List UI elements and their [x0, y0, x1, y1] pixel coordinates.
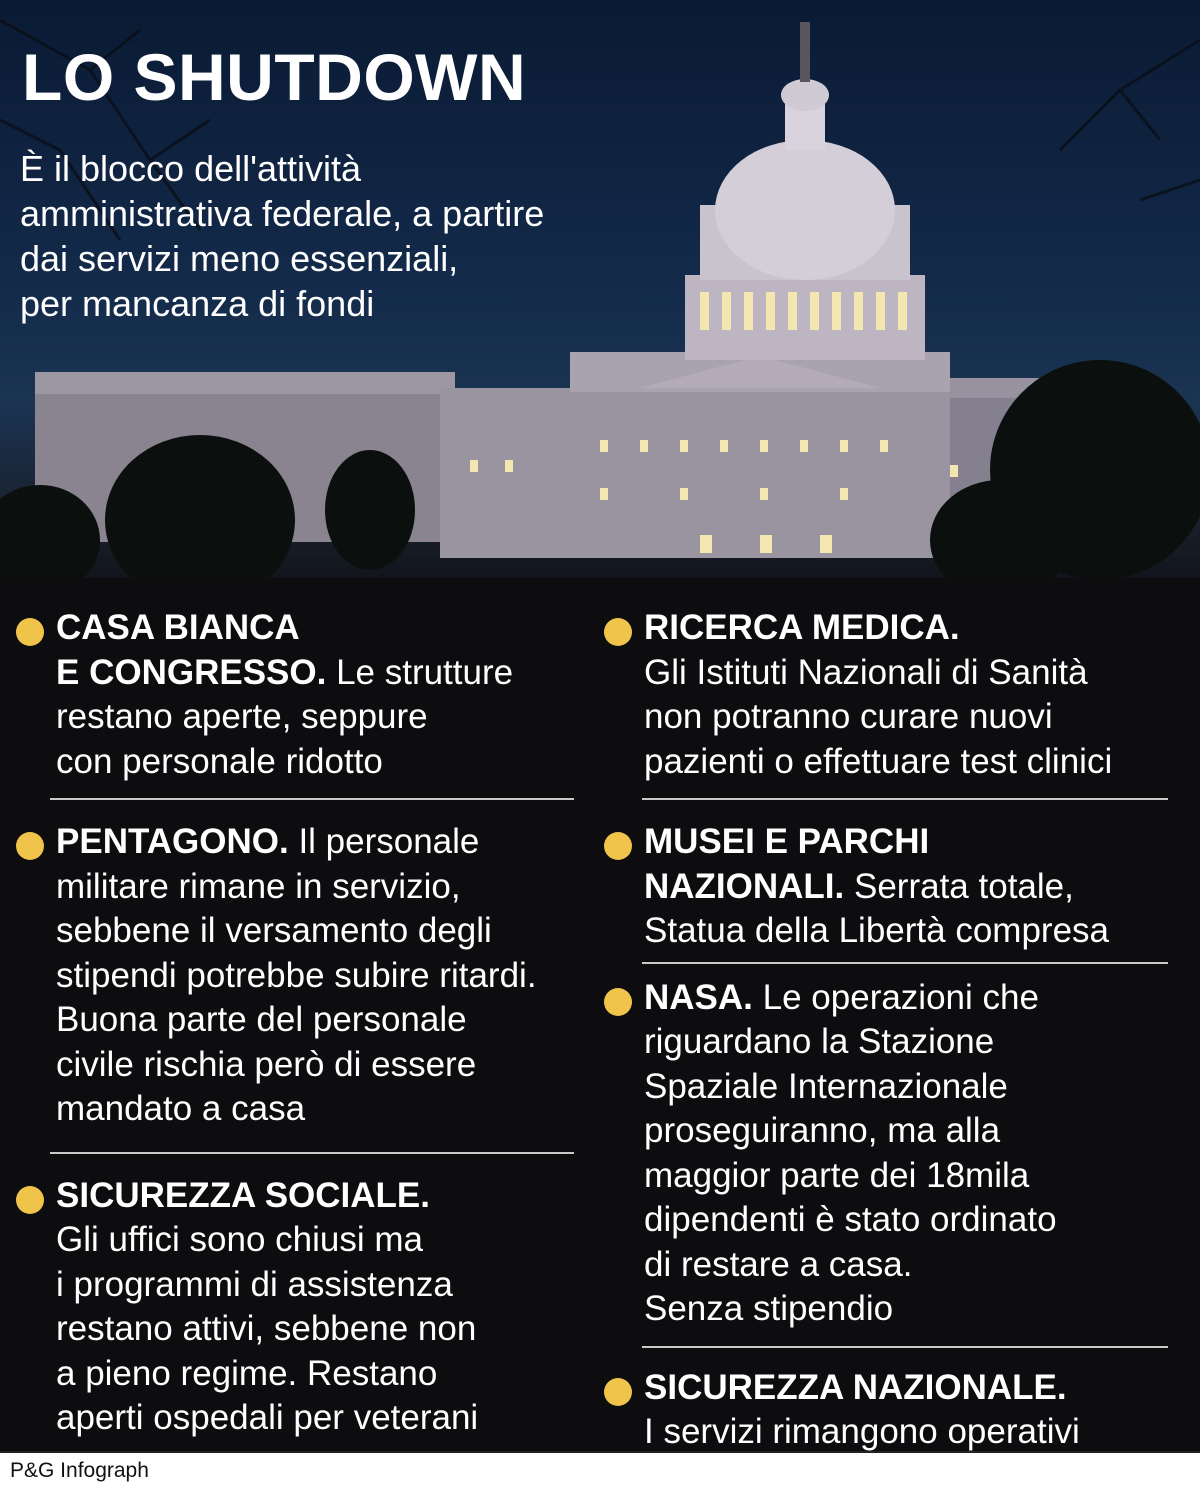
item-text: sebbene il versamento degli [56, 911, 492, 950]
subtitle [20, 146, 640, 326]
item-text: Le operazioni che [762, 977, 1039, 1017]
right-column [600, 606, 1200, 1455]
footer-bar [0, 1451, 1200, 1500]
item-text: Senza stipendio [644, 1289, 894, 1328]
subtitle-line: amministrativa federale, a partire [20, 193, 545, 234]
item-text: maggior parte dei 18mila [644, 1155, 1030, 1195]
item-heading: SICUREZZA NAZIONALE. [644, 1367, 1067, 1407]
item-sicurezza-sociale [0, 1174, 600, 1441]
item-text: Gli Istituti Nazionali di Sanità [644, 652, 1088, 692]
page-title: LO SHUTDOWN [22, 40, 527, 114]
bullet-icon [604, 1378, 632, 1406]
item-text: Il personale [298, 822, 480, 861]
subtitle-line: dai servizi meno essenziali, [20, 238, 459, 279]
left-column [0, 606, 600, 1441]
bullet-icon [604, 832, 632, 860]
item-casa-bianca [0, 606, 600, 784]
bullet-icon [16, 618, 44, 646]
bullet-icon [604, 618, 632, 646]
item-text: civile rischia però di essere [56, 1044, 477, 1084]
item-text: militare rimane in servizio, [56, 866, 461, 906]
item-text: aperti ospedali per veterani [56, 1398, 479, 1437]
item-heading: PENTAGONO. [56, 822, 289, 861]
item-text: Spaziale Internazionale [644, 1066, 1008, 1106]
item-text: non potranno curare nuovi [644, 697, 1053, 736]
item-text: mandato a casa [56, 1089, 306, 1128]
divider [50, 1152, 574, 1154]
subtitle-line: È il blocco dell'attività [20, 148, 362, 189]
item-text: proseguiranno, ma alla [644, 1111, 1001, 1150]
item-heading: MUSEI E PARCHI [644, 822, 930, 861]
item-heading: E CONGRESSO. [56, 652, 327, 692]
item-musei-parchi [600, 820, 1200, 954]
bullet-icon [16, 1186, 44, 1214]
item-heading: CASA BIANCA [56, 608, 300, 647]
divider [50, 798, 574, 800]
item-text: a pieno regime. Restano [56, 1353, 438, 1393]
item-text: Serrata totale, [854, 866, 1074, 906]
bullet-icon [604, 988, 632, 1016]
item-text: riguardano la Stazione [644, 1022, 995, 1061]
item-text: I servizi rimangono operativi [644, 1412, 1080, 1451]
divider [642, 1346, 1168, 1348]
item-text: Statua della Libertà compresa [644, 911, 1109, 950]
credit-text: P&G Infograph [10, 1459, 149, 1482]
divider [642, 962, 1168, 964]
capitol-photo [0, 0, 1200, 620]
item-text: pazienti o effettuare test clinici [644, 741, 1113, 781]
item-heading: SICUREZZA SOCIALE. [56, 1175, 430, 1215]
item-heading: NASA. [644, 977, 753, 1017]
item-sicurezza-nazionale [600, 1366, 1200, 1455]
item-text: di restare a casa. [644, 1244, 913, 1284]
item-heading: RICERCA MEDICA. [644, 608, 960, 647]
item-text: Gli uffici sono chiusi ma [56, 1220, 424, 1259]
item-text: restano attivi, sebbene non [56, 1309, 477, 1348]
item-text: dipendenti è stato ordinato [644, 1200, 1057, 1239]
item-heading: NAZIONALI. [644, 866, 845, 906]
item-nasa [600, 976, 1200, 1332]
item-ricerca-medica [600, 606, 1200, 784]
item-text: Le strutture [336, 652, 514, 692]
item-text: restano aperte, seppure [56, 697, 428, 736]
item-text: con personale ridotto [56, 741, 383, 781]
bullet-icon [16, 832, 44, 860]
item-text: i programmi di assistenza [56, 1264, 453, 1304]
item-text: stipendi potrebbe subire ritardi. [56, 955, 537, 995]
item-text: Buona parte del personale [56, 1000, 467, 1039]
divider [642, 798, 1168, 800]
item-pentagono [0, 820, 600, 1132]
subtitle-line: per mancanza di fondi [20, 283, 375, 324]
